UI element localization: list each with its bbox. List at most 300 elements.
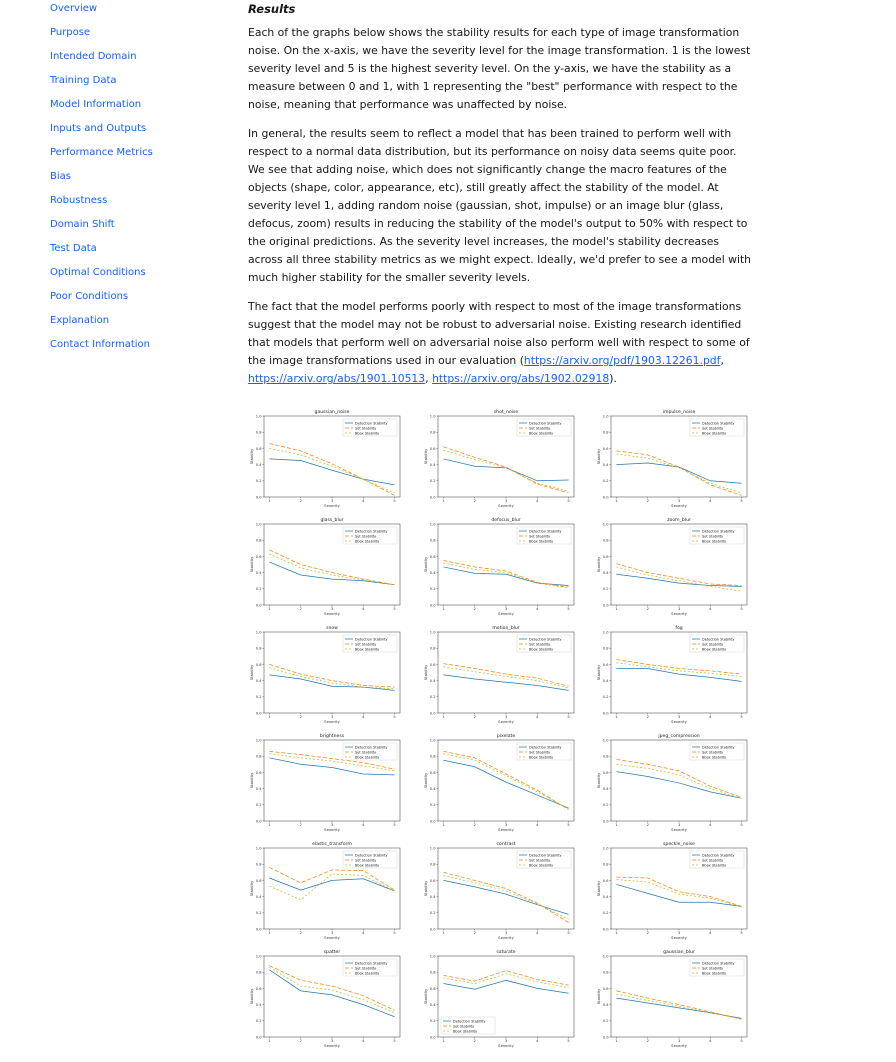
chart-legend — [690, 959, 744, 976]
y-tick-label: 0.6 — [602, 770, 609, 775]
y-tick-label: 0.4 — [255, 679, 262, 683]
legend-label-set-stability: Set Stability — [702, 534, 724, 539]
nav-item-robustness[interactable]: Robustness — [50, 195, 108, 206]
chart-legend — [517, 635, 571, 652]
chart-title: fog — [675, 626, 683, 631]
y-axis-label: Stability — [423, 448, 428, 465]
series-line-detection-stability — [269, 459, 394, 485]
legend-label-bbox-stability: Bbox Stability — [529, 539, 554, 544]
legend-label-detection-stability: Detection Stability — [529, 637, 562, 642]
x-tick-label: 4 — [362, 499, 365, 503]
chart-title: zoom_blur — [667, 518, 691, 523]
series-line-detection-stability — [443, 880, 568, 914]
link-separator: , — [425, 372, 433, 385]
y-tick-label: 0.8 — [429, 754, 436, 759]
chart-fog — [595, 621, 755, 729]
nav-item-training-data[interactable]: Training Data — [50, 75, 117, 86]
y-tick-label: 0.0 — [602, 927, 609, 932]
chart-legend — [690, 419, 744, 436]
series-line-set-stability — [269, 550, 394, 585]
y-axis-label: Stability — [596, 664, 601, 681]
x-tick-label: 1 — [442, 931, 445, 935]
x-tick-label: 2 — [473, 607, 476, 611]
series-line-detection-stability — [443, 760, 568, 808]
y-tick-label: 0.4 — [429, 1003, 436, 1007]
nav-item-bias[interactable]: Bias — [50, 171, 71, 182]
y-tick-label: 0.6 — [602, 986, 609, 991]
chart-svg — [422, 621, 582, 729]
x-tick-label: 2 — [299, 823, 302, 827]
x-tick-label: 4 — [362, 607, 365, 611]
series-line-bbox-stability — [616, 880, 741, 908]
nav-item-contact-information[interactable]: Contact Information — [50, 339, 150, 350]
chart-legend — [343, 743, 397, 760]
x-tick-label: 2 — [646, 715, 649, 719]
x-tick-label: 1 — [615, 499, 618, 503]
y-tick-label: 0.0 — [255, 927, 262, 932]
series-line-bbox-stability — [269, 448, 394, 493]
y-tick-label: 1.0 — [255, 630, 262, 635]
chart-legend — [690, 743, 744, 760]
series-line-bbox-stability — [269, 668, 394, 689]
paragraph-general: In general, the results seem to reflect a model that has been trained to perform well with respect to a normal data distribution, but its performance on noisy data seems quite poor. We see that adding noise, which does not significantly change the macro features of the objects (shape, color, appearance, etc), still greatly affect the stability of the model. At severity level 1, adding random noise (gaussian, shot, impulse) or an image blur (glass, defocus, zoom) results in reducing the stability of the model's output to 50% with respect to the original predictions. As the severity level increases, the model's stability decreases across all three stability metrics as we might expect. Ideally, we'd prefer to see a model with much higher stability for the smaller severity levels. — [248, 127, 752, 284]
chart-title: gaussian_blur — [663, 950, 695, 955]
y-tick-label: 1.0 — [602, 954, 609, 959]
chart-svg — [595, 513, 755, 621]
x-tick-label: 3 — [504, 499, 508, 503]
link-arxiv-1901-10513[interactable]: https://arxiv.org/abs/1901.10513 — [248, 372, 426, 385]
x-tick-label: 4 — [709, 607, 712, 611]
y-tick-label: 0.6 — [255, 770, 262, 775]
y-tick-label: 0.0 — [429, 927, 436, 932]
chart-contrast — [422, 837, 582, 945]
legend-label-bbox-stability: Bbox Stability — [529, 863, 554, 868]
series-line-set-stability — [443, 560, 568, 587]
x-tick-label: 1 — [442, 499, 445, 503]
y-tick-label: 1.0 — [429, 738, 436, 743]
link-arxiv-1902-02918[interactable]: https://arxiv.org/abs/1902.02918 — [432, 372, 610, 385]
series-line-bbox-stability — [443, 876, 568, 920]
x-tick-label: 5 — [567, 715, 570, 719]
series-line-bbox-stability — [616, 567, 741, 591]
y-tick-label: 0.6 — [255, 878, 262, 883]
x-tick-label: 1 — [615, 823, 618, 827]
nav-item-overview[interactable]: Overview — [50, 3, 98, 14]
y-tick-label: 0.2 — [602, 479, 609, 484]
chart-legend — [343, 959, 397, 976]
y-tick-label: 0.2 — [255, 911, 262, 916]
y-tick-label: 0.6 — [255, 446, 262, 451]
chart-svg — [248, 945, 408, 1053]
y-tick-label: 0.6 — [429, 770, 436, 775]
x-axis-label: Severity — [498, 1043, 514, 1048]
x-axis-label: Severity — [324, 935, 340, 940]
legend-label-bbox-stability: Bbox Stability — [355, 647, 380, 652]
y-tick-label: 1.0 — [429, 846, 436, 851]
y-tick-label: 0.4 — [602, 679, 609, 683]
x-tick-label: 4 — [536, 715, 539, 719]
series-line-set-stability — [616, 660, 741, 675]
nav-item-explanation[interactable]: Explanation — [50, 315, 110, 326]
x-axis-label: Severity — [671, 503, 687, 508]
x-axis-label: Severity — [324, 611, 340, 616]
x-axis-label: Severity — [324, 1043, 340, 1048]
y-tick-label: 0.4 — [429, 463, 436, 467]
x-tick-label: 5 — [567, 607, 570, 611]
y-tick-label: 0.6 — [602, 554, 609, 559]
y-tick-label: 0.0 — [429, 495, 436, 500]
y-tick-label: 0.4 — [602, 787, 609, 791]
y-tick-label: 0.0 — [255, 711, 262, 716]
y-tick-label: 0.6 — [429, 986, 436, 991]
chart-jpeg-compression — [595, 729, 755, 837]
legend-label-bbox-stability: Bbox Stability — [355, 539, 380, 544]
y-tick-label: 0.8 — [602, 538, 609, 543]
link-arxiv-1903-12261[interactable]: https://arxiv.org/pdf/1903.12261.pdf — [523, 354, 721, 367]
x-tick-label: 1 — [268, 931, 271, 935]
legend-label-set-stability: Set Stability — [702, 642, 724, 647]
y-axis-label: Stability — [596, 988, 601, 1005]
y-tick-label: 1.0 — [602, 630, 609, 635]
x-tick-label: 3 — [677, 931, 681, 935]
series-line-detection-stability — [269, 970, 394, 1017]
y-axis-label: Stability — [423, 772, 428, 789]
y-tick-label: 0.8 — [429, 970, 436, 975]
chart-legend — [517, 419, 571, 436]
series-line-detection-stability — [616, 884, 741, 906]
x-tick-label: 4 — [362, 823, 365, 827]
y-axis-label: Stability — [249, 556, 254, 573]
series-line-set-stability — [616, 564, 741, 586]
chart-legend — [343, 419, 397, 436]
y-tick-label: 0.8 — [255, 970, 262, 975]
x-tick-label: 4 — [362, 715, 365, 719]
y-tick-label: 0.8 — [429, 646, 436, 651]
chart-title: saturate — [496, 950, 516, 955]
y-tick-label: 0.8 — [255, 430, 262, 435]
x-tick-label: 2 — [646, 499, 649, 503]
x-axis-label: Severity — [324, 719, 340, 724]
chart-title: pixelate — [496, 734, 516, 739]
legend-label-set-stability: Set Stability — [529, 750, 551, 755]
chart-title: elastic_transform — [312, 842, 352, 847]
legend-label-detection-stability: Detection Stability — [355, 637, 388, 642]
y-tick-label: 0.4 — [255, 463, 262, 467]
chart-speckle-noise — [595, 837, 755, 945]
x-tick-label: 5 — [567, 823, 570, 827]
y-tick-label: 0.8 — [255, 538, 262, 543]
y-tick-label: 0.4 — [429, 895, 436, 899]
x-tick-label: 3 — [677, 823, 681, 827]
x-tick-label: 5 — [740, 931, 743, 935]
y-tick-label: 0.6 — [255, 986, 262, 991]
chart-svg — [248, 729, 408, 837]
y-tick-label: 0.2 — [255, 803, 262, 808]
chart-legend — [517, 743, 571, 760]
y-axis-label: Stability — [249, 772, 254, 789]
y-tick-label: 0.0 — [602, 1035, 609, 1040]
y-tick-label: 1.0 — [429, 954, 436, 959]
chart-legend — [517, 851, 571, 868]
series-line-set-stability — [616, 451, 741, 496]
x-axis-label: Severity — [671, 935, 687, 940]
series-line-set-stability — [443, 872, 568, 922]
nav-item-inputs-and-outputs[interactable]: Inputs and Outputs — [50, 123, 147, 134]
nav-item-optimal-conditions[interactable]: Optimal Conditions — [50, 267, 146, 278]
x-tick-label: 5 — [393, 823, 396, 827]
y-tick-label: 1.0 — [429, 522, 436, 527]
chart-svg — [595, 621, 755, 729]
x-tick-label: 2 — [299, 1039, 302, 1043]
chart-motion-blur — [422, 621, 582, 729]
legend-label-detection-stability: Detection Stability — [702, 961, 735, 966]
y-tick-label: 0.4 — [602, 1003, 609, 1007]
legend-label-bbox-stability: Bbox Stability — [453, 1029, 478, 1034]
x-tick-label: 4 — [362, 1039, 365, 1043]
x-tick-label: 1 — [268, 499, 271, 503]
chart-title: shot_noise — [493, 410, 519, 415]
legend-label-set-stability: Set Stability — [529, 858, 551, 863]
x-tick-label: 3 — [330, 823, 334, 827]
y-tick-label: 0.2 — [255, 479, 262, 484]
x-axis-label: Severity — [671, 719, 687, 724]
y-axis-label: Stability — [423, 664, 428, 681]
legend-label-bbox-stability: Bbox Stability — [702, 755, 727, 760]
y-tick-label: 1.0 — [602, 738, 609, 743]
chart-impulse-noise — [595, 405, 755, 513]
y-tick-label: 0.6 — [429, 446, 436, 451]
chart-defocus-blur — [422, 513, 582, 621]
chart-title: motion_blur — [492, 626, 520, 631]
legend-label-detection-stability: Detection Stability — [453, 1019, 486, 1024]
series-line-bbox-stability — [616, 764, 741, 798]
legend-label-set-stability: Set Stability — [355, 858, 377, 863]
y-tick-label: 1.0 — [255, 414, 262, 419]
y-tick-label: 0.2 — [602, 587, 609, 592]
y-tick-label: 1.0 — [602, 522, 609, 527]
y-tick-label: 0.6 — [602, 662, 609, 667]
chart-title: snow — [326, 626, 338, 631]
y-tick-label: 0.6 — [602, 878, 609, 883]
y-tick-label: 0.0 — [429, 603, 436, 608]
series-line-detection-stability — [443, 675, 568, 690]
x-tick-label: 3 — [504, 607, 508, 611]
y-tick-label: 0.8 — [602, 754, 609, 759]
chart-title: brightness — [319, 734, 345, 739]
series-line-detection-stability — [616, 668, 741, 681]
series-line-set-stability — [269, 664, 394, 687]
chart-legend — [343, 527, 397, 544]
section-heading: Results — [248, 2, 296, 16]
x-tick-label: 5 — [393, 1039, 396, 1043]
series-line-bbox-stability — [616, 994, 741, 1019]
legend-label-detection-stability: Detection Stability — [529, 421, 562, 426]
x-tick-label: 2 — [299, 499, 302, 503]
legend-label-bbox-stability: Bbox Stability — [529, 431, 554, 436]
chart-shot-noise — [422, 405, 582, 513]
chart-svg — [422, 405, 582, 513]
chart-legend — [690, 527, 744, 544]
x-axis-label: Severity — [498, 719, 514, 724]
x-tick-label: 4 — [709, 715, 712, 719]
series-line-bbox-stability — [616, 454, 741, 493]
y-tick-label: 0.0 — [429, 819, 436, 824]
nav-item-intended-domain[interactable]: Intended Domain — [50, 51, 137, 62]
y-tick-label: 0.2 — [255, 695, 262, 700]
x-tick-label: 5 — [740, 607, 743, 611]
chart-svg — [422, 729, 582, 837]
x-tick-label: 5 — [393, 715, 396, 719]
x-tick-label: 3 — [330, 931, 334, 935]
y-tick-label: 0.2 — [602, 803, 609, 808]
nav-item-test-data[interactable]: Test Data — [50, 243, 97, 254]
y-tick-label: 0.4 — [255, 895, 262, 899]
x-tick-label: 5 — [567, 931, 570, 935]
x-tick-label: 2 — [646, 607, 649, 611]
legend-label-bbox-stability: Bbox Stability — [355, 431, 380, 436]
legend-label-detection-stability: Detection Stability — [702, 853, 735, 858]
sidebar-nav — [50, 0, 230, 360]
y-tick-label: 0.8 — [255, 646, 262, 651]
x-axis-label: Severity — [324, 827, 340, 832]
chart-svg — [248, 405, 408, 513]
stability-charts-grid — [248, 405, 758, 1055]
y-tick-label: 0.8 — [255, 862, 262, 867]
x-tick-label: 1 — [268, 823, 271, 827]
y-tick-label: 1.0 — [602, 846, 609, 851]
y-tick-label: 0.6 — [429, 662, 436, 667]
y-tick-label: 0.4 — [429, 571, 436, 575]
x-tick-label: 2 — [646, 931, 649, 935]
y-tick-label: 0.2 — [429, 587, 436, 592]
y-tick-label: 0.4 — [602, 895, 609, 899]
y-tick-label: 0.8 — [602, 970, 609, 975]
x-axis-label: Severity — [671, 1043, 687, 1048]
x-tick-label: 5 — [740, 823, 743, 827]
y-tick-label: 0.2 — [255, 1019, 262, 1024]
x-tick-label: 2 — [646, 1039, 649, 1043]
x-tick-label: 1 — [615, 931, 618, 935]
chart-title: defocus_blur — [491, 518, 521, 523]
y-axis-label: Stability — [249, 988, 254, 1005]
y-axis-label: Stability — [423, 880, 428, 897]
y-tick-label: 0.8 — [602, 646, 609, 651]
chart-title: jpeg_compression — [658, 734, 700, 739]
y-tick-label: 1.0 — [255, 738, 262, 743]
y-tick-label: 0.6 — [602, 446, 609, 451]
nav-item-domain-shift[interactable]: Domain Shift — [50, 219, 115, 230]
chart-svg — [595, 945, 755, 1053]
y-axis-label: Stability — [249, 664, 254, 681]
legend-label-detection-stability: Detection Stability — [355, 529, 388, 534]
legend-label-detection-stability: Detection Stability — [702, 529, 735, 534]
legend-label-set-stability: Set Stability — [453, 1024, 475, 1029]
x-tick-label: 4 — [536, 607, 539, 611]
series-line-set-stability — [616, 759, 741, 797]
y-tick-label: 1.0 — [429, 630, 436, 635]
x-tick-label: 2 — [299, 607, 302, 611]
y-tick-label: 0.8 — [255, 754, 262, 759]
legend-label-set-stability: Set Stability — [529, 426, 551, 431]
x-tick-label: 1 — [442, 823, 445, 827]
x-tick-label: 5 — [567, 1039, 570, 1043]
nav-item-purpose[interactable]: Purpose — [50, 27, 91, 38]
legend-label-detection-stability: Detection Stability — [355, 853, 388, 858]
series-line-set-stability — [269, 444, 394, 496]
y-tick-label: 0.8 — [429, 862, 436, 867]
y-axis-label: Stability — [423, 988, 428, 1005]
x-tick-label: 5 — [740, 1039, 743, 1043]
chart-svg — [422, 513, 582, 621]
legend-label-bbox-stability: Bbox Stability — [702, 539, 727, 544]
legend-label-detection-stability: Detection Stability — [702, 421, 735, 426]
x-tick-label: 2 — [473, 931, 476, 935]
chart-svg — [422, 837, 582, 945]
paragraph-adversarial-text: The fact that the model performs poorly with respect to most of the image transformations suggest that the model may not be robust to adversarial noise. Existing research identified that models that perform well on adversarial noise also perform well with respect to some of the image transformations used in our evaluation ( — [248, 300, 750, 367]
series-line-bbox-stability — [443, 974, 568, 988]
x-tick-label: 4 — [709, 1039, 712, 1043]
x-tick-label: 3 — [330, 1039, 334, 1043]
x-tick-label: 4 — [536, 931, 539, 935]
x-axis-label: Severity — [498, 503, 514, 508]
x-tick-label: 1 — [268, 715, 271, 719]
x-tick-label: 1 — [615, 1039, 618, 1043]
y-tick-label: 0.4 — [602, 571, 609, 575]
legend-label-set-stability: Set Stability — [355, 642, 377, 647]
y-tick-label: 0.4 — [255, 787, 262, 791]
nav-item-performance-metrics[interactable]: Performance Metrics — [50, 147, 153, 158]
y-tick-label: 0.2 — [255, 587, 262, 592]
series-line-set-stability — [443, 447, 568, 493]
chart-legend — [343, 635, 397, 652]
y-tick-label: 1.0 — [255, 954, 262, 959]
y-tick-label: 0.0 — [602, 711, 609, 716]
paragraph-adversarial — [248, 298, 752, 388]
x-tick-label: 3 — [504, 1039, 508, 1043]
x-tick-label: 2 — [473, 1039, 476, 1043]
y-tick-label: 0.2 — [429, 1019, 436, 1024]
x-axis-label: Severity — [671, 827, 687, 832]
x-tick-label: 5 — [740, 715, 743, 719]
y-axis-label: Stability — [596, 880, 601, 897]
y-tick-label: 0.0 — [429, 1035, 436, 1040]
y-tick-label: 0.0 — [602, 819, 609, 824]
y-tick-label: 0.0 — [429, 711, 436, 716]
chart-snow — [248, 621, 408, 729]
y-tick-label: 1.0 — [602, 414, 609, 419]
chart-legend — [343, 851, 397, 868]
x-tick-label: 1 — [442, 607, 445, 611]
legend-label-bbox-stability: Bbox Stability — [355, 863, 380, 868]
x-tick-label: 5 — [567, 499, 570, 503]
legend-label-set-stability: Set Stability — [355, 534, 377, 539]
chart-spatter — [248, 945, 408, 1053]
chart-svg — [595, 729, 755, 837]
x-axis-label: Severity — [324, 503, 340, 508]
x-tick-label: 3 — [504, 931, 508, 935]
y-tick-label: 0.2 — [429, 479, 436, 484]
x-tick-label: 5 — [393, 931, 396, 935]
x-tick-label: 3 — [330, 607, 334, 611]
y-tick-label: 0.0 — [255, 819, 262, 824]
legend-label-detection-stability: Detection Stability — [529, 853, 562, 858]
nav-item-model-information[interactable]: Model Information — [50, 99, 142, 110]
series-line-detection-stability — [443, 459, 568, 481]
chart-title: speckle_noise — [663, 842, 695, 847]
y-tick-label: 0.8 — [602, 430, 609, 435]
y-tick-label: 1.0 — [255, 846, 262, 851]
nav-item-poor-conditions[interactable]: Poor Conditions — [50, 291, 129, 302]
